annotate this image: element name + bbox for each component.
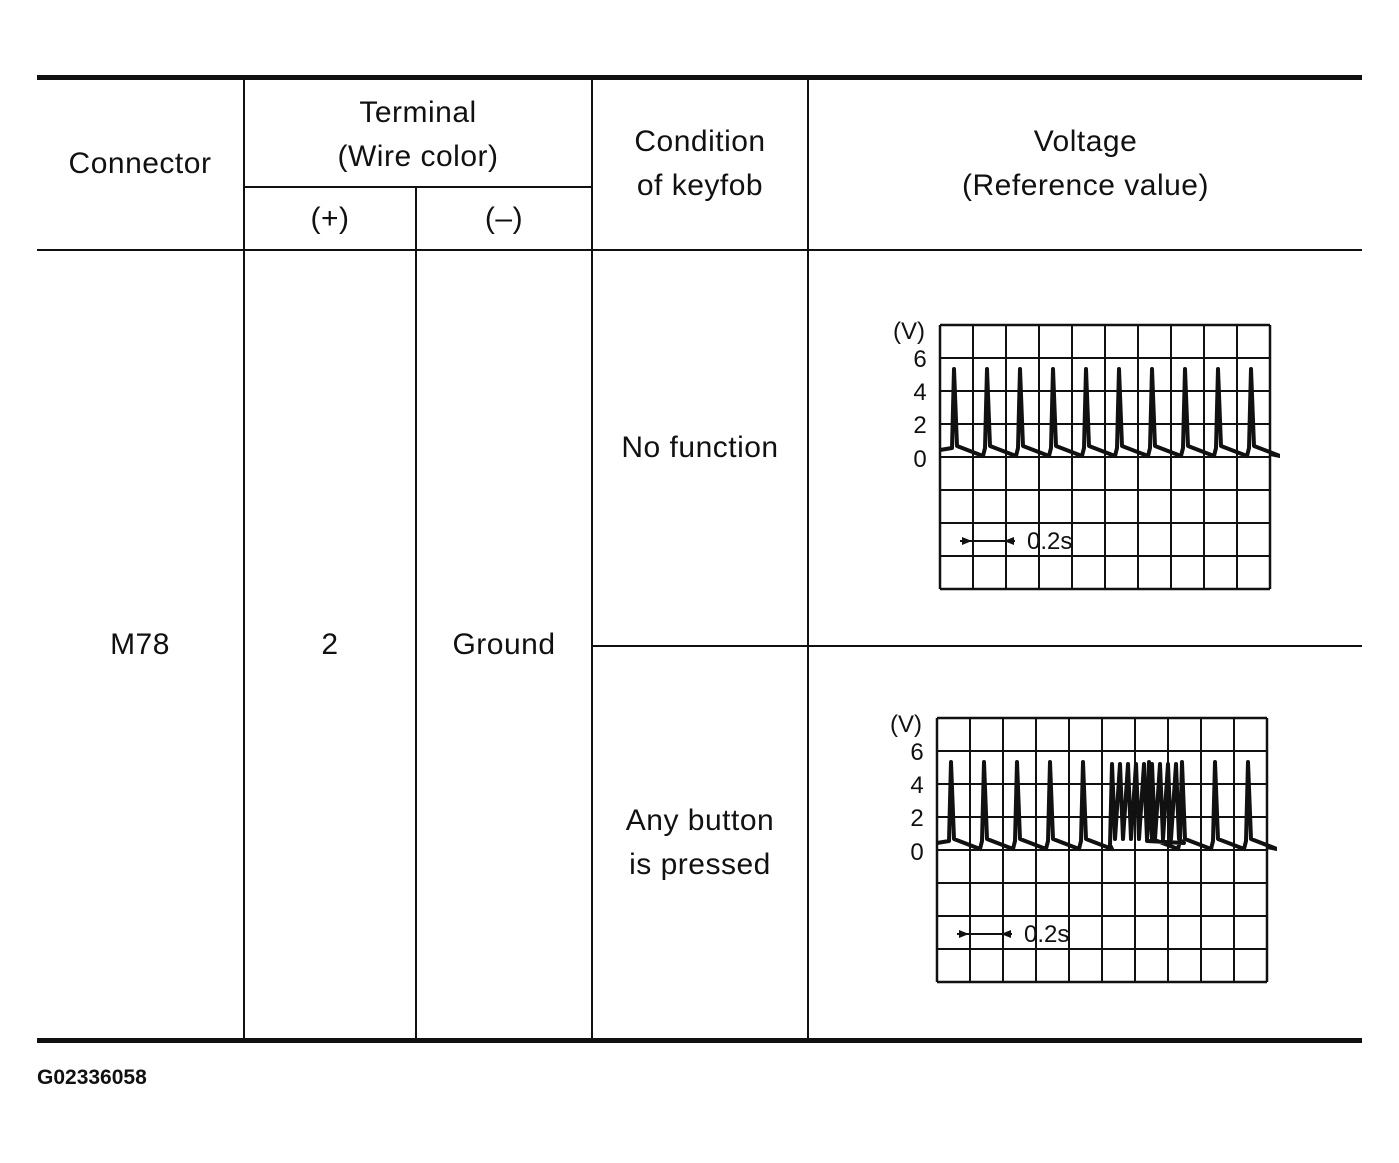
cell-minus [417, 251, 591, 1038]
time-division-label: 0.2s [1027, 528, 1073, 555]
scope-tick-6: 6 [913, 346, 927, 373]
cell-plus [245, 251, 415, 1038]
header-terminal-line2: (Wire color) [337, 140, 499, 173]
time-division-label: 0.2s [1024, 921, 1070, 948]
header-terminal-line1: Terminal [359, 96, 477, 129]
header-plus [245, 188, 415, 249]
connector-value: M78 [110, 627, 170, 661]
plus-terminal-value: 2 [321, 627, 339, 661]
scope-grid [937, 718, 1267, 982]
scope-tick-0: 0 [913, 446, 927, 473]
table-bottom-border [37, 1038, 1362, 1043]
header-condition-line1: Condition [634, 124, 766, 158]
scope-tick-2: 2 [910, 805, 924, 832]
header-voltage [809, 78, 1362, 249]
header-minus [417, 188, 591, 249]
oscilloscope-no-function [880, 312, 1280, 597]
header-voltage-line1: Voltage [1033, 124, 1138, 158]
scope-grid [940, 325, 1270, 589]
scope-unit-label: (V) [893, 318, 925, 345]
scope-unit-label: (V) [890, 711, 922, 738]
header-connector-label: Connector [68, 146, 212, 180]
minus-terminal-value: Ground [452, 627, 556, 661]
header-connector [37, 78, 243, 249]
oscilloscope-button-pressed [877, 705, 1277, 990]
figure-id: G02336058 [37, 1066, 147, 1089]
scope-tick-0: 0 [910, 839, 924, 866]
scope-waveform [937, 762, 1277, 849]
header-voltage-line2: (Reference value) [962, 168, 1209, 202]
header-condition-line2: of keyfob [636, 168, 764, 202]
header-terminal [245, 84, 591, 186]
cell-condition-no-function [593, 251, 807, 645]
scope-tick-4: 4 [910, 772, 924, 799]
header-condition [593, 78, 807, 249]
scope-waveform [940, 369, 1280, 456]
condition-1-line1: No function [621, 431, 779, 464]
condition-2-line1: Any button [625, 803, 775, 837]
scope-tick-4: 4 [913, 379, 927, 406]
header-minus-label: (–) [484, 201, 524, 235]
scope-tick-6: 6 [910, 739, 924, 766]
header-plus-label: (+) [310, 201, 350, 235]
cell-condition-button-pressed [593, 647, 807, 1038]
cell-connector [37, 251, 243, 1038]
scope-tick-2: 2 [913, 412, 927, 439]
condition-2-line2: is pressed [629, 847, 771, 881]
